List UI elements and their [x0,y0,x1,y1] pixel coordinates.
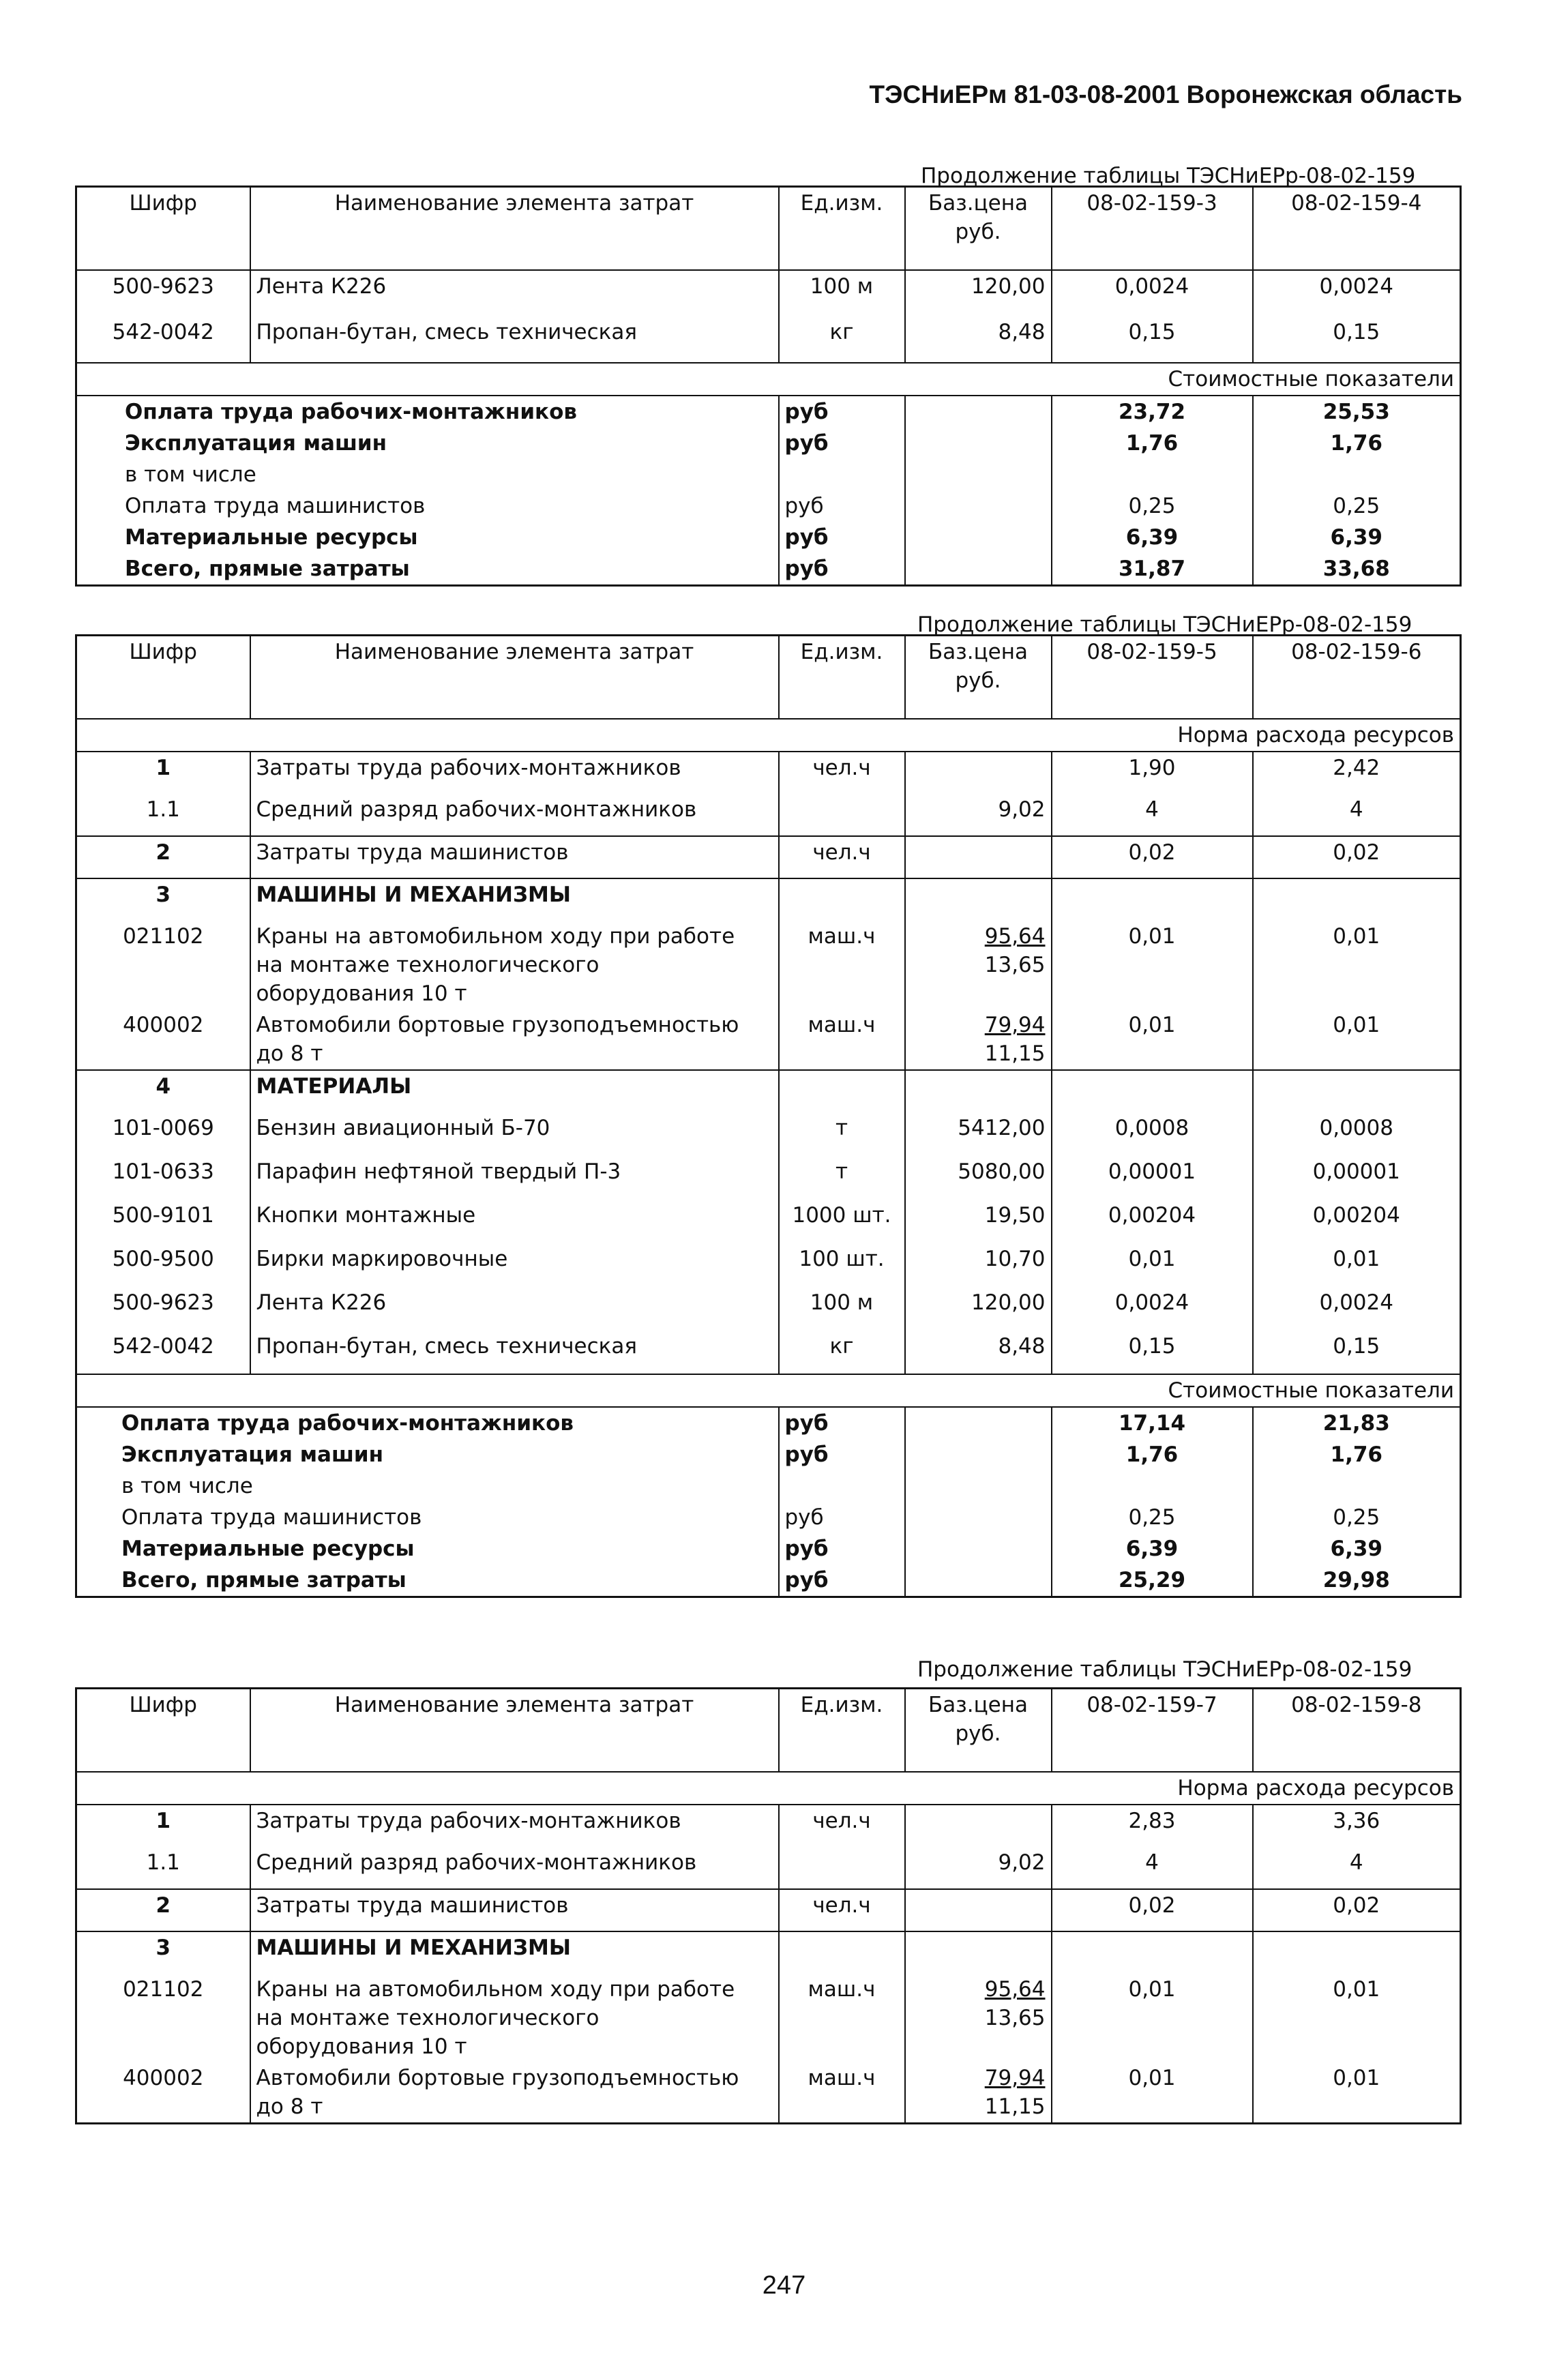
table-row [76,1243,1461,1287]
row-value-b: 4 [1253,1847,1461,1889]
row-name: Пропан-бутан, смесь техническая [250,316,779,363]
row-value-b: 0,0024 [1253,1287,1461,1331]
total-unit: руб [779,1407,905,1439]
table-row [76,1331,1461,1374]
total-value-a [1052,1470,1253,1502]
row-name: Средний разряд рабочих-монтажников [250,1847,779,1889]
table-row [76,1847,1461,1889]
row-name-line: на монтаже технологического [256,2006,600,2030]
row-price [905,1974,1052,2062]
table1 [75,186,1462,587]
norm-label: Норма расхода ресурсов [76,1772,1461,1805]
row-name: Бирки маркировочные [250,1243,779,1287]
total-value-a: 0,25 [1052,1502,1253,1533]
total-value-b: 6,39 [1253,1533,1461,1565]
cost-indicators-row [76,363,1461,396]
total-value-a: 6,39 [1052,522,1253,553]
table2-header-row [76,636,1461,720]
table-row [76,316,1461,363]
row-value-a: 0,0008 [1052,1112,1253,1156]
row-code: 101-0633 [76,1156,250,1200]
total-value-b: 21,83 [1253,1407,1461,1439]
row-price: 5080,00 [905,1156,1052,1200]
row-name: Затраты труда рабочих-монтажников [250,1805,779,1847]
cost-indicators-row [76,1374,1461,1407]
norm-row [76,1772,1461,1805]
price-header-line2: руб. [955,1721,1001,1746]
col-code-header: Шифр [76,1689,250,1773]
row-name: Бензин авиационный Б-70 [250,1112,779,1156]
price-header-line1: Баз.цена [928,640,1029,664]
total-unit [779,1470,905,1502]
row-value-a: 0,00204 [1052,1200,1253,1243]
row-price [905,921,1052,1009]
total-value-b: 1,76 [1253,1439,1461,1470]
row-name-line: до 8 т [256,2094,323,2119]
table3 [75,1687,1462,2124]
total-price [905,1439,1052,1470]
col-price-header [905,187,1052,271]
table-row [76,1974,1461,2062]
total-price [905,490,1052,522]
total-label: в том числе [76,1470,779,1502]
row-unit: маш.ч [779,1974,905,2062]
row-code: 021102 [76,1974,250,2062]
col-a-header: 08-02-159-7 [1052,1689,1253,1773]
row-value-b: 0,01 [1253,1974,1461,2062]
total-price [905,1470,1052,1502]
row-value-b: 0,02 [1253,836,1461,878]
row-value-b [1253,1931,1461,1974]
row-price: 10,70 [905,1243,1052,1287]
row-unit: т [779,1156,905,1200]
row-value-a: 0,15 [1052,316,1253,363]
section-row [76,1070,1461,1112]
row-unit [779,1931,905,1974]
row-price: 9,02 [905,1847,1052,1889]
total-row [76,1407,1461,1439]
row-value-b: 0,15 [1253,316,1461,363]
total-value-a: 1,76 [1052,1439,1253,1470]
total-value-a: 31,87 [1052,553,1253,586]
row-name-line: Краны на автомобильном ходу при работе [256,1977,735,2002]
row-price-line: 11,15 [984,2094,1046,2119]
row-value-a: 0,02 [1052,1889,1253,1931]
row-value-b: 0,01 [1253,921,1461,1009]
row-value-b: 0,01 [1253,1009,1461,1070]
row-value-a: 0,01 [1052,921,1253,1009]
total-unit: руб [779,428,905,459]
row-name: Средний разряд рабочих-монтажников [250,794,779,836]
row-value-b: 0,01 [1253,1243,1461,1287]
total-unit: руб [779,1533,905,1565]
row-price-line: 79,94 [984,2066,1046,2090]
total-unit: руб [779,396,905,428]
total-row [76,553,1461,586]
total-price [905,1407,1052,1439]
row-unit [779,1847,905,1889]
total-value-b: 6,39 [1253,522,1461,553]
row-price-line: 13,65 [984,953,1046,977]
table-row [76,794,1461,836]
total-label: Эксплуатация машин [76,1439,779,1470]
row-code: 1 [76,1805,250,1847]
row-value-a: 0,0024 [1052,1287,1253,1331]
price-header-line1: Баз.цена [928,1693,1029,1717]
table-row [76,1112,1461,1156]
total-unit: руб [779,522,905,553]
total-price [905,553,1052,586]
row-value-b [1253,878,1461,921]
row-name-line: Автомобили бортовые грузоподъемностью [256,2066,739,2090]
col-unit-header: Ед.изм. [779,187,905,271]
total-row [76,490,1461,522]
row-price-line: 79,94 [984,1013,1046,1037]
row-price: 8,48 [905,1331,1052,1374]
total-value-b [1253,459,1461,490]
row-price [905,1009,1052,1070]
row-price-line: 11,15 [984,1041,1046,1066]
row-price: 8,48 [905,316,1052,363]
row-unit: кг [779,316,905,363]
row-unit [779,794,905,836]
total-price [905,428,1052,459]
col-a-header: 08-02-159-5 [1052,636,1253,720]
total-price [905,522,1052,553]
total-label: Всего, прямые затраты [76,553,779,586]
row-value-b: 0,01 [1253,2062,1461,2124]
total-row [76,1565,1461,1597]
row-unit [779,878,905,921]
row-price [905,1889,1052,1931]
total-price [905,396,1052,428]
row-name-line: Автомобили бортовые грузоподъемностью [256,1013,739,1037]
row-value-a: 0,01 [1052,2062,1253,2124]
total-price [905,1502,1052,1533]
total-label: Эксплуатация машин [76,428,779,459]
row-value-b: 0,0024 [1253,270,1461,316]
row-price-line: 95,64 [984,924,1046,949]
col-b-header: 08-02-159-4 [1253,187,1461,271]
col-price-header [905,1689,1052,1773]
row-code: 101-0069 [76,1112,250,1156]
row-value-a: 0,01 [1052,1974,1253,2062]
row-code: 1 [76,752,250,794]
row-code: 021102 [76,921,250,1009]
row-value-a: 1,90 [1052,752,1253,794]
table1-caption: Продолжение таблицы ТЭСНиЕРр-08-02-159 [921,164,1416,188]
total-row [76,1533,1461,1565]
row-unit: чел.ч [779,1889,905,1931]
total-label: Материальные ресурсы [76,522,779,553]
total-value-b: 0,25 [1253,1502,1461,1533]
table-row [76,2062,1461,2124]
total-row [76,396,1461,428]
row-value-b: 3,36 [1253,1805,1461,1847]
total-label: в том числе [76,459,779,490]
row-code: 2 [76,1889,250,1931]
row-price [905,878,1052,921]
total-value-a: 25,29 [1052,1565,1253,1597]
row-name-line: на монтаже технологического [256,953,600,977]
row-name: Лента К226 [250,1287,779,1331]
section-row [76,878,1461,921]
total-label: Оплата труда рабочих-монтажников [76,1407,779,1439]
row-price: 120,00 [905,1287,1052,1331]
table-row [76,1287,1461,1331]
row-unit [779,1070,905,1112]
row-value-a: 0,01 [1052,1009,1253,1070]
row-value-b: 0,0008 [1253,1112,1461,1156]
col-b-header: 08-02-159-6 [1253,636,1461,720]
table3-header-row [76,1689,1461,1773]
table-row [76,921,1461,1009]
total-value-b: 33,68 [1253,553,1461,586]
row-name: Лента К226 [250,270,779,316]
col-name-header: Наименование элемента затрат [250,1689,779,1773]
row-price [905,1805,1052,1847]
row-name [250,2062,779,2124]
total-price [905,459,1052,490]
cost-indicators-label: Стоимостные показатели [76,363,1461,396]
total-value-a: 17,14 [1052,1407,1253,1439]
row-value-b: 0,02 [1253,1889,1461,1931]
row-value-a: 4 [1052,794,1253,836]
row-code: 500-9500 [76,1243,250,1287]
total-price [905,1565,1052,1597]
row-unit: 100 м [779,1287,905,1331]
row-code: 500-9101 [76,1200,250,1243]
row-price: 5412,00 [905,1112,1052,1156]
row-name: Парафин нефтяной твердый П-3 [250,1156,779,1200]
row-price-line: 95,64 [984,1977,1046,2002]
total-unit: руб [779,1439,905,1470]
row-value-b: 0,15 [1253,1331,1461,1374]
row-value-b: 0,00001 [1253,1156,1461,1200]
row-name-line: Краны на автомобильном ходу при работе [256,924,735,949]
row-unit: кг [779,1331,905,1374]
total-row [76,459,1461,490]
total-value-b: 25,53 [1253,396,1461,428]
total-value-a: 0,25 [1052,490,1253,522]
row-unit: маш.ч [779,2062,905,2124]
total-label: Всего, прямые затраты [76,1565,779,1597]
row-price: 120,00 [905,270,1052,316]
row-price: 9,02 [905,794,1052,836]
row-price: 19,50 [905,1200,1052,1243]
row-code: 400002 [76,2062,250,2124]
row-code: 1.1 [76,794,250,836]
section-title: МАШИНЫ И МЕХАНИЗМЫ [250,1931,779,1974]
row-value-a: 0,01 [1052,1243,1253,1287]
row-unit: чел.ч [779,836,905,878]
row-value-b [1253,1070,1461,1112]
norm-row [76,719,1461,752]
row-unit: т [779,1112,905,1156]
table2-caption: Продолжение таблицы ТЭСНиЕРр-08-02-159 [917,612,1412,637]
cost-indicators-label: Стоимостные показатели [76,1374,1461,1407]
table3-caption: Продолжение таблицы ТЭСНиЕРр-08-02-159 [917,1657,1412,1682]
row-unit: 100 шт. [779,1243,905,1287]
row-unit: 100 м [779,270,905,316]
row-code: 1.1 [76,1847,250,1889]
total-unit: руб [779,1502,905,1533]
total-value-a: 1,76 [1052,428,1253,459]
table-row [76,1200,1461,1243]
total-value-a: 23,72 [1052,396,1253,428]
total-value-b: 29,98 [1253,1565,1461,1597]
total-price [905,1533,1052,1565]
price-header-line2: руб. [955,220,1001,244]
total-value-b: 1,76 [1253,428,1461,459]
col-price-header [905,636,1052,720]
total-value-b: 0,25 [1253,490,1461,522]
col-code-header: Шифр [76,187,250,271]
row-value-a: 4 [1052,1847,1253,1889]
total-label: Оплата труда машинистов [76,490,779,522]
row-code: 400002 [76,1009,250,1070]
row-value-a [1052,1070,1253,1112]
row-value-a: 2,83 [1052,1805,1253,1847]
row-name [250,1009,779,1070]
total-row [76,1470,1461,1502]
col-name-header: Наименование элемента затрат [250,636,779,720]
row-unit: маш.ч [779,921,905,1009]
row-value-a: 0,0024 [1052,270,1253,316]
price-header-line2: руб. [955,668,1001,693]
row-name: Затраты труда машинистов [250,1889,779,1931]
total-label: Оплата труда машинистов [76,1502,779,1533]
col-a-header: 08-02-159-3 [1052,187,1253,271]
table1-header-row [76,187,1461,271]
row-name: Пропан-бутан, смесь техническая [250,1331,779,1374]
section-title: МАШИНЫ И МЕХАНИЗМЫ [250,878,779,921]
total-label: Материальные ресурсы [76,1533,779,1565]
total-label: Оплата труда рабочих-монтажников [76,396,779,428]
total-unit: руб [779,1565,905,1597]
row-name-line: до 8 т [256,1041,323,1066]
row-value-a: 0,02 [1052,836,1253,878]
row-price [905,1931,1052,1974]
row-value-b: 2,42 [1253,752,1461,794]
row-unit: 1000 шт. [779,1200,905,1243]
row-price [905,2062,1052,2124]
section-title: МАТЕРИАЛЫ [250,1070,779,1112]
total-row [76,522,1461,553]
row-code: 500-9623 [76,1287,250,1331]
row-name-line: оборудования 10 т [256,2034,467,2059]
row-value-b: 4 [1253,794,1461,836]
total-row [76,1502,1461,1533]
page-number: 247 [762,2271,806,2300]
row-unit: чел.ч [779,752,905,794]
total-value-a [1052,459,1253,490]
table-row [76,836,1461,878]
row-unit: маш.ч [779,1009,905,1070]
row-value-a: 0,15 [1052,1331,1253,1374]
row-code: 542-0042 [76,1331,250,1374]
row-name: Затраты труда машинистов [250,836,779,878]
row-price-line: 13,65 [984,2006,1046,2030]
row-code: 3 [76,878,250,921]
table-row [76,270,1461,316]
row-unit: чел.ч [779,1805,905,1847]
table-row [76,1805,1461,1847]
row-name [250,1974,779,2062]
page-header: ТЭСНиЕРм 81-03-08-2001 Воронежская область [869,80,1462,108]
row-code: 4 [76,1070,250,1112]
total-row [76,428,1461,459]
row-value-a [1052,1931,1253,1974]
row-name: Затраты труда рабочих-монтажников [250,752,779,794]
row-name-line: оборудования 10 т [256,981,467,1006]
table2 [75,634,1462,1598]
row-price [905,752,1052,794]
col-unit-header: Ед.изм. [779,636,905,720]
section-row [76,1931,1461,1974]
row-name: Кнопки монтажные [250,1200,779,1243]
row-price [905,836,1052,878]
col-unit-header: Ед.изм. [779,1689,905,1773]
row-value-a: 0,00001 [1052,1156,1253,1200]
total-row [76,1439,1461,1470]
total-unit [779,459,905,490]
table-row [76,1889,1461,1931]
table-row [76,1156,1461,1200]
row-value-b: 0,00204 [1253,1200,1461,1243]
table-row [76,1009,1461,1070]
row-name [250,921,779,1009]
total-unit: руб [779,553,905,586]
row-value-a [1052,878,1253,921]
row-code: 542-0042 [76,316,250,363]
table-row [76,752,1461,794]
col-name-header: Наименование элемента затрат [250,187,779,271]
total-value-b [1253,1470,1461,1502]
norm-label: Норма расхода ресурсов [76,719,1461,752]
col-b-header: 08-02-159-8 [1253,1689,1461,1773]
price-header-line1: Баз.цена [928,191,1029,216]
row-price [905,1070,1052,1112]
row-code: 500-9623 [76,270,250,316]
col-code-header: Шифр [76,636,250,720]
row-code: 3 [76,1931,250,1974]
total-unit: руб [779,490,905,522]
total-value-a: 6,39 [1052,1533,1253,1565]
row-code: 2 [76,836,250,878]
